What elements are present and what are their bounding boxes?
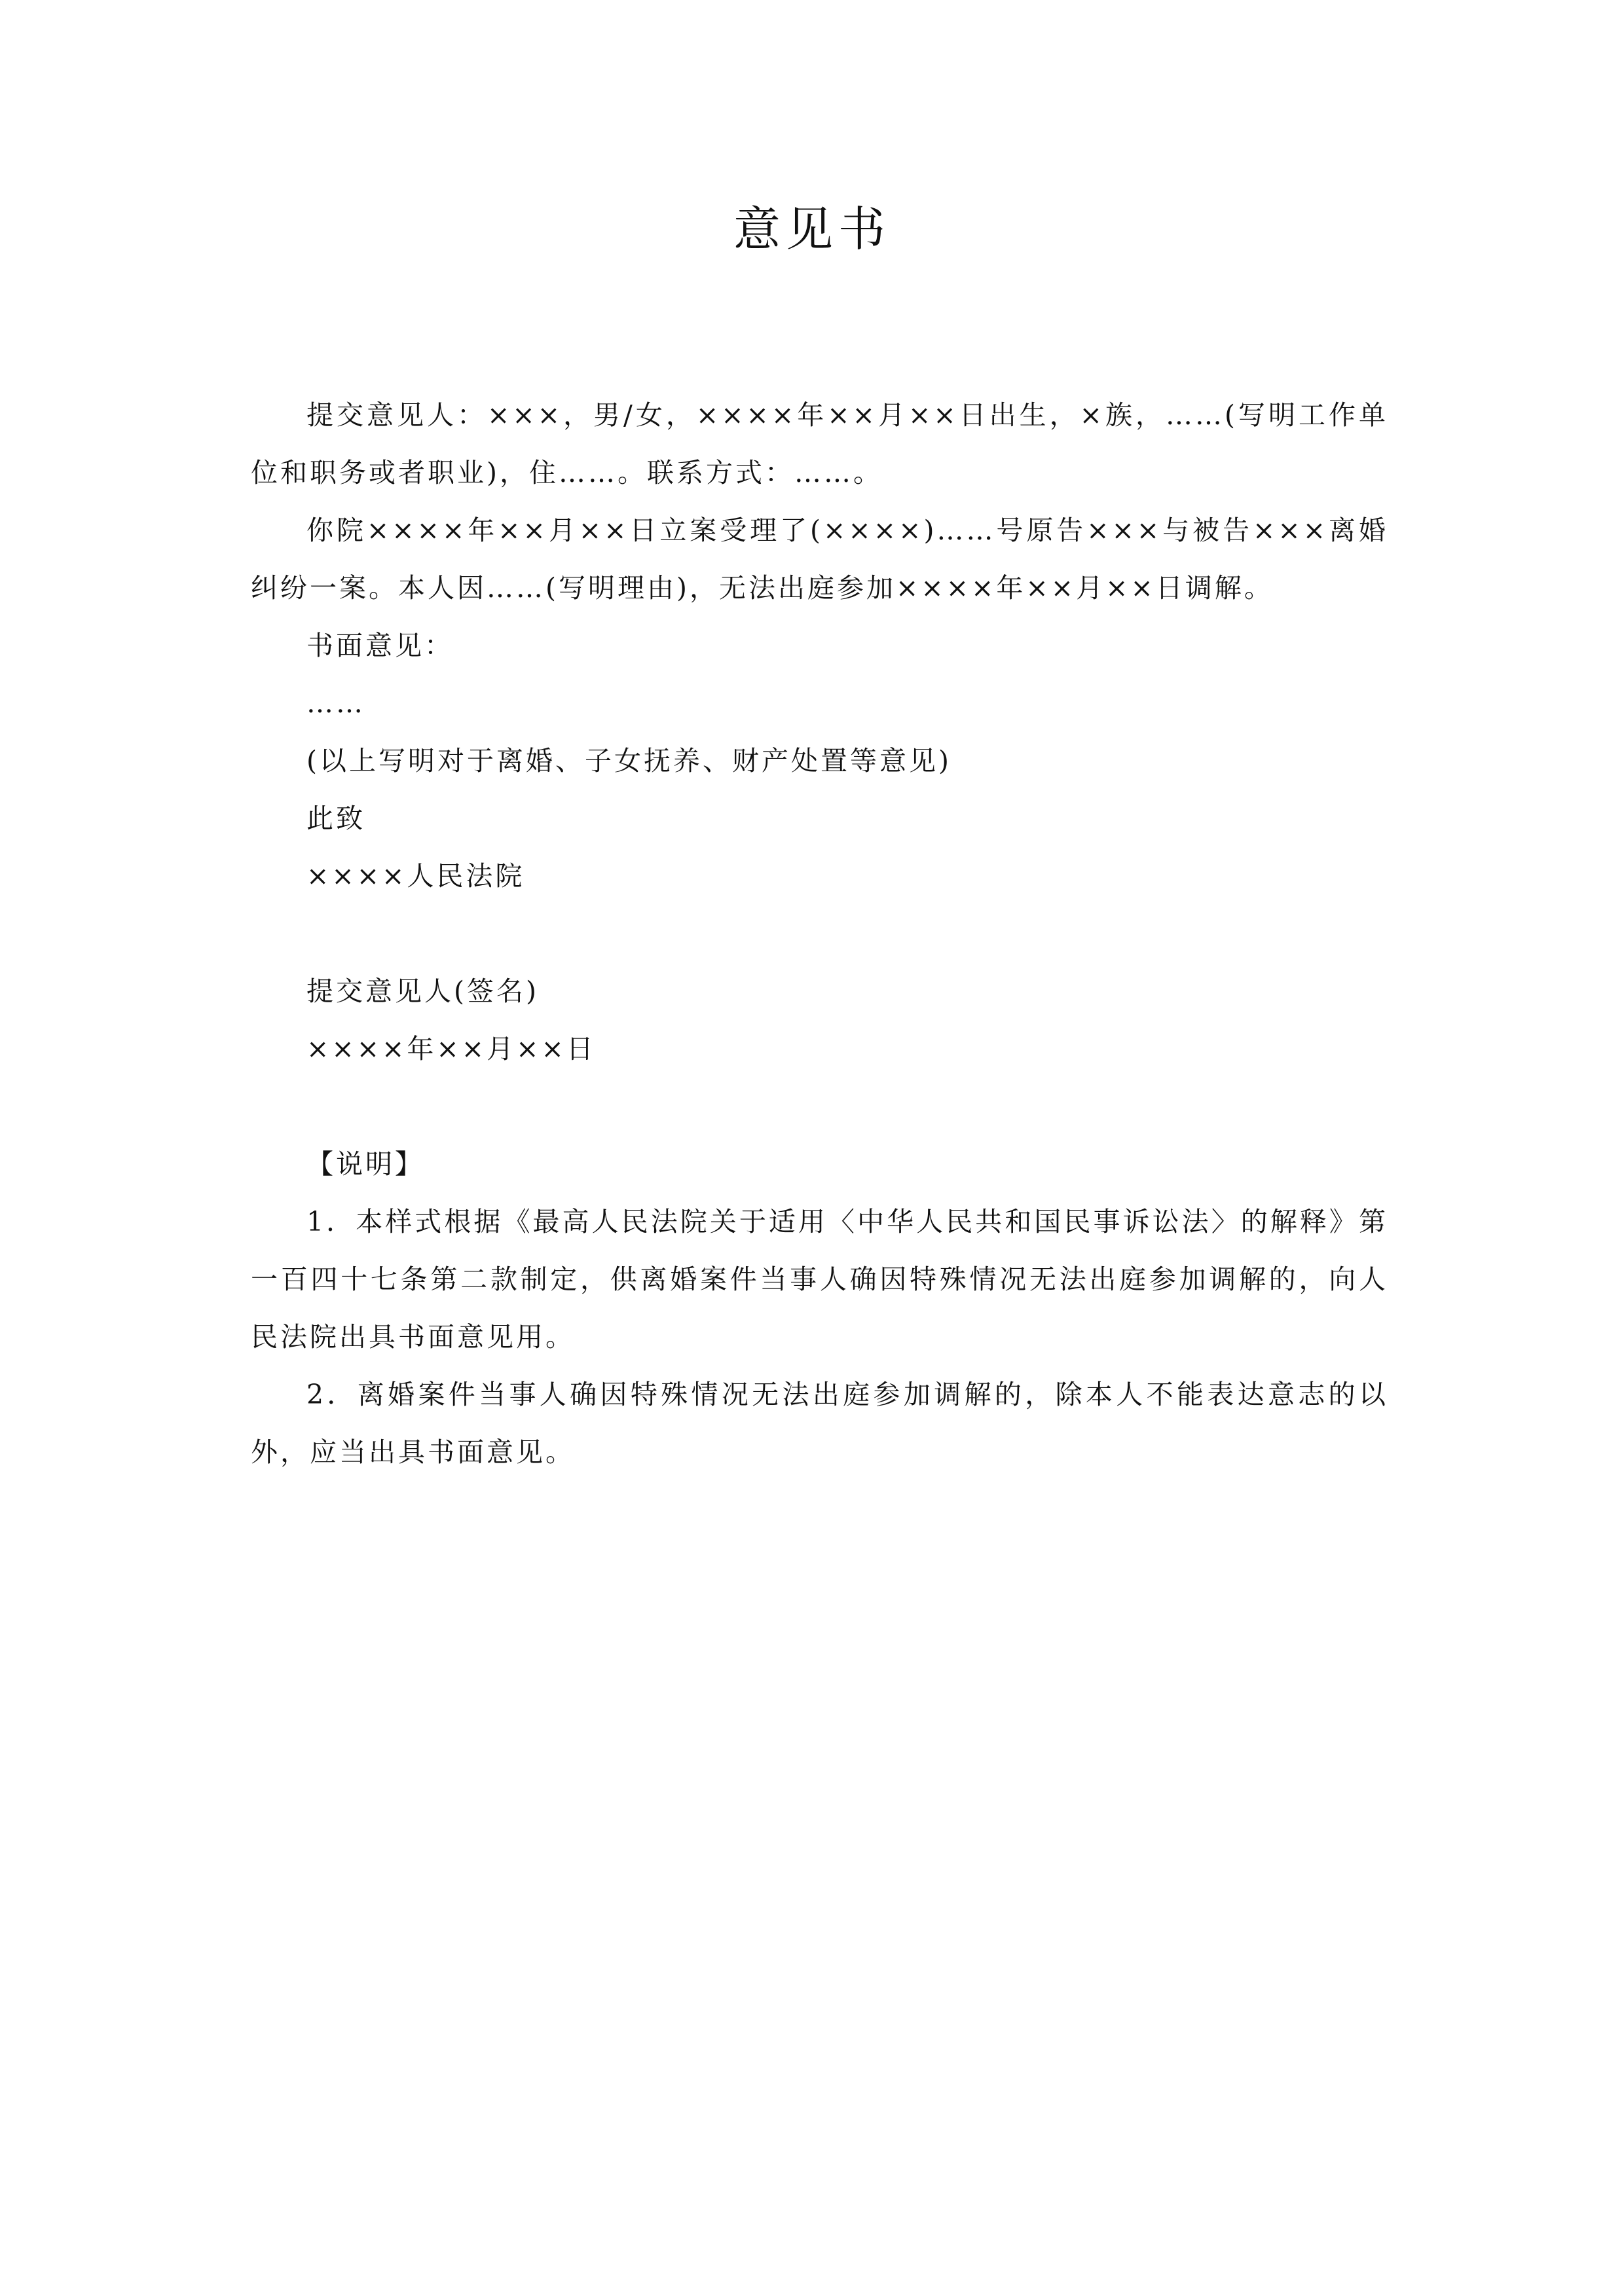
salutation: 此致 [306,803,365,834]
signature-date: ××××年××月××日 [306,1033,596,1065]
case-info-paragraph: 你院××××年××月××日立案受理了(××××)……号原告×××与被告×××离婚纠纷一案。本人因……(写明理由)，无法出庭参加××××年××月××日调解。 [251,515,1388,604]
opinion-placeholder: …… [306,687,365,719]
signature-line: 提交意见人(签名) [306,975,539,1007]
note-item-2: 2．离婚案件当事人确因特殊情况无法出庭参加调解的，除本人不能表达意志的以外，应当出具书面意见。 [251,1379,1388,1468]
spacer [251,905,1388,962]
written-opinion-label: 书面意见： [306,630,454,661]
document-body [251,386,1388,1481]
note-item-1: 1．本样式根据《最高人民法院关于适用〈中华人民共和国民事诉讼法〉的解释》第一百四十七条第二款制定，供离婚案件当事人确因特殊情况无法出庭参加调解的，向人民法院出具书面意见用。 [251,1206,1388,1353]
notes-heading: 【说明】 [306,1148,424,1180]
opinion-instruction: (以上写明对于离婚、子女抚养、财产处置等意见) [306,745,951,776]
recipient-court: ××××人民法院 [306,860,525,892]
submitter-info-paragraph: 提交意见人：×××，男/女，××××年××月××日出生，×族，……(写明工作单位和职务或者职业)，住……。联系方式：……。 [251,399,1388,488]
spacer [251,1078,1388,1135]
document-title: 意见书 [733,202,891,257]
